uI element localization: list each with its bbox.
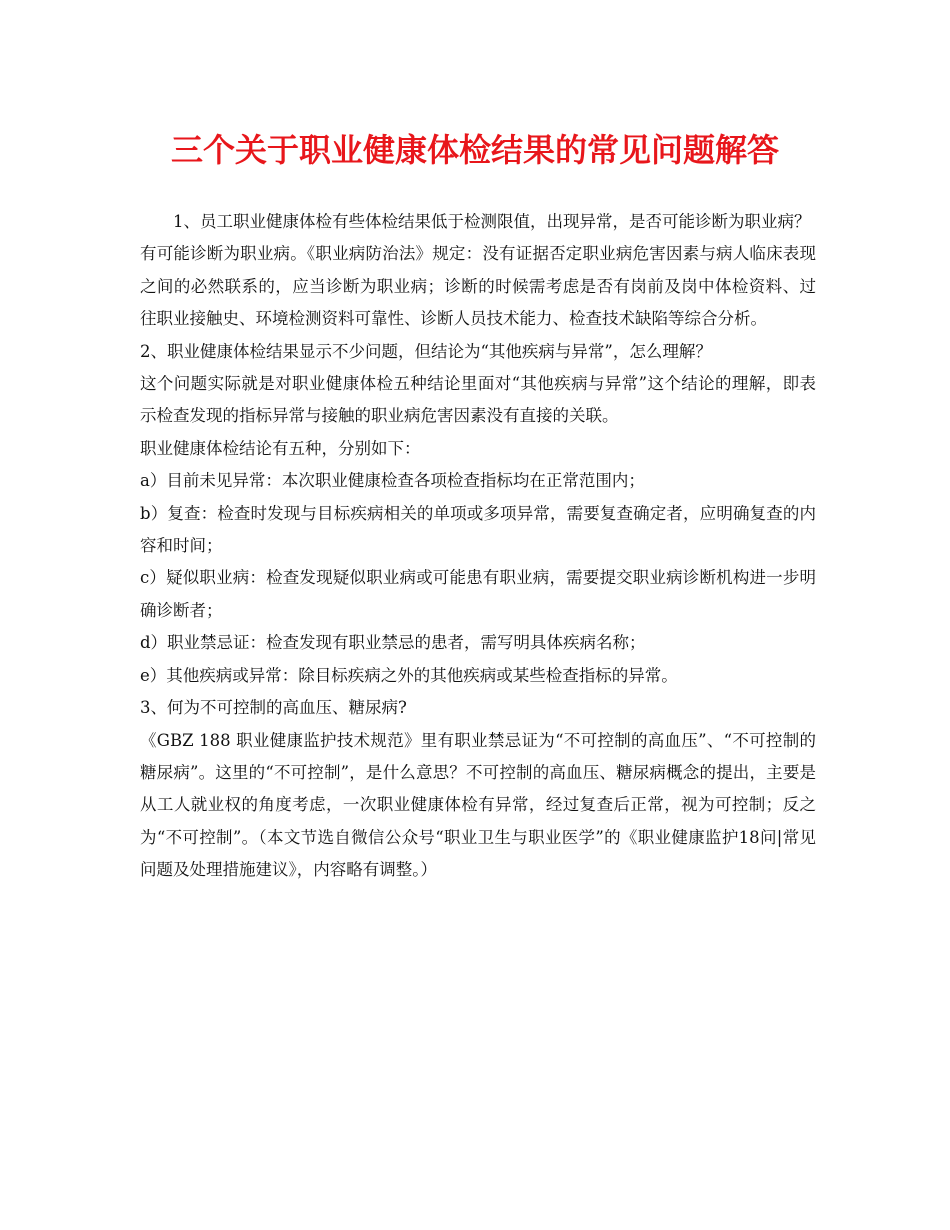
question-1: 1、员工职业健康体检有些体检结果低于检测限值，出现异常，是否可能诊断为职业病？ <box>173 212 811 231</box>
question-3: 3、何为不可控制的高血压、糖尿病? <box>140 698 407 718</box>
answer-1: 有可能诊断为职业病。《职业病防治法》规定：没有证据否定职业病危害因素与病人临床表现之间的必然联系的，应当诊断为职业病；诊断的时候需考虑是否有岗前及岗中体检资料、过往职业接触史、环境检测资料可靠性、诊断人员技术能力、检查技术缺陷等综合分析。 <box>140 244 816 329</box>
conclusion-item-c: c）疑似职业病：检查发现疑似职业病或可能患有职业病，需要提交职业病诊断机构进一步明确诊断者； <box>140 568 816 620</box>
conclusion-item-e: e）其他疾病或异常：除目标疾病之外的其他疾病或某些检查指标的异常。 <box>140 665 678 685</box>
document-title: 三个关于职业健康体检结果的常见问题解答 <box>170 131 779 169</box>
conclusion-item-b: b）复查：检查时发现与目标疾病相关的单项或多项异常，需要复查确定者，应明确复查的内容和时间； <box>140 503 816 556</box>
answer-3: 《GBZ 188 职业健康监护技术规范》里有职业禁忌证为“不可控制的高血压”、“不可控制的糖尿病”。这里的“不可控制”，是什么意思？不可控制的高血压、糖尿病概念的提出，主要是从工人就业权的角度考虑，一次职业健康体检有异常，经过复查后正常，视为可控制；反之为“不可控制”。（本文节选自微信公众号“职业卫生与职业医学”的《职业健康监护18问|常见问题及处理措施建议》，内容略有调整。） <box>140 730 816 880</box>
conclusion-item-a: a）目前未见异常：本次职业健康检查各项检查指标均在正常范围内； <box>140 471 645 491</box>
question-2: 2、职业健康体检结果显示不少问题，但结论为“其他疾病与异常”，怎么理解？ <box>140 341 712 361</box>
answer-2: 这个问题实际就是对职业健康体检五种结论里面对“其他疾病与异常”这个结论的理解，即表示检查发现的指标异常与接触的职业病危害因素没有直接的关联。 <box>140 374 816 426</box>
document-body <box>140 206 816 887</box>
conclusions-intro: 职业健康体检结论有五种，分别如下： <box>140 438 421 458</box>
conclusion-item-d: d）职业禁忌证：检查发现有职业禁忌的患者，需写明具体疾病名称； <box>140 633 646 653</box>
